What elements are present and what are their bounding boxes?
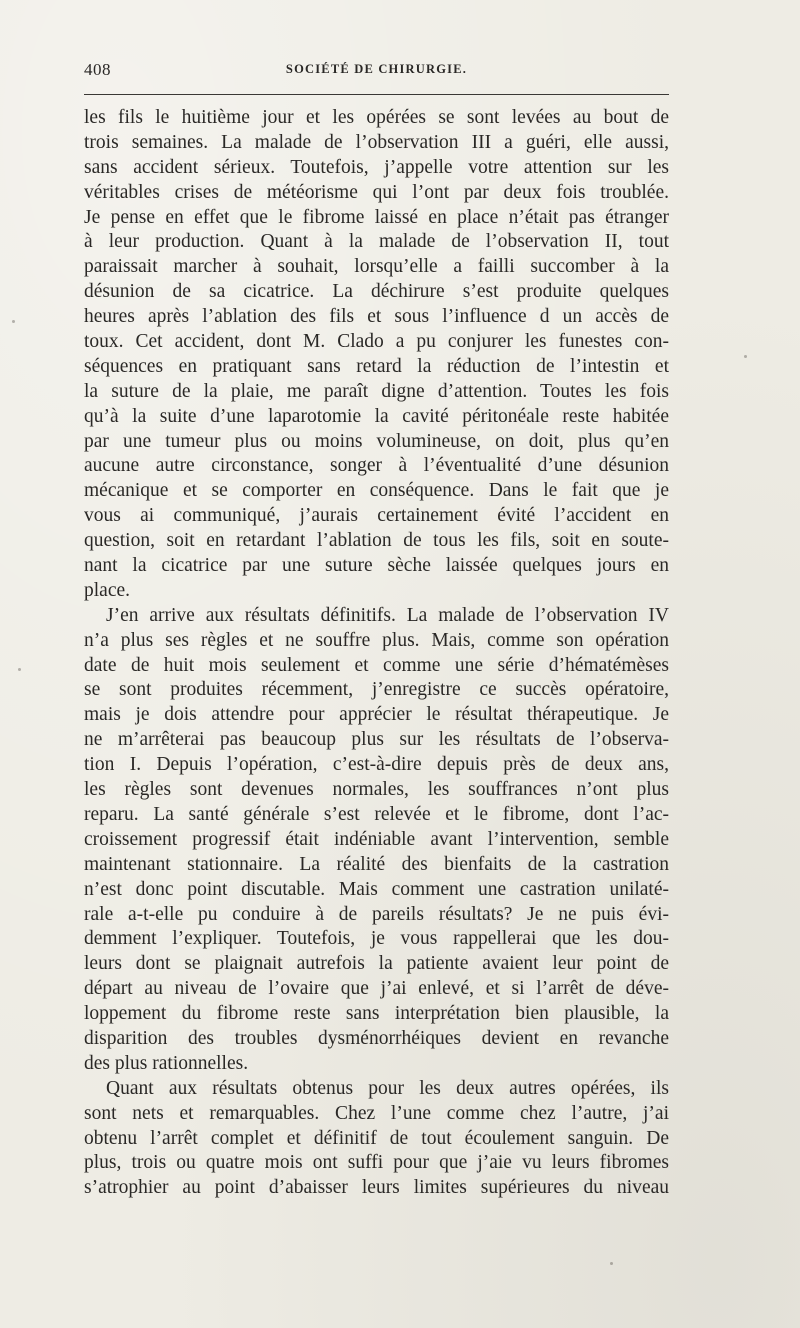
text-line: les fils le huitième jour et les opérées se sont levées au bout de — [84, 107, 669, 128]
paper-speck — [744, 355, 747, 358]
text-line: reparu. La santé générale s’est relevée et le fibrome, dont l’ac- — [84, 803, 669, 825]
text-line: croissement progressif était indéniable avant l’intervention, semble — [84, 828, 669, 850]
text-line: aucune autre circonstance, songer à l’éventualité d’une désunion — [84, 455, 669, 477]
text-line: heures après l’ablation des fils et sous l’influence d un accès de — [84, 306, 669, 328]
paper-speck — [12, 320, 15, 323]
text-line: tion I. Depuis l’opération, c’est-à-dire depuis près de deux ans, — [84, 754, 669, 776]
text-line: sans accident sérieux. Toutefois, j’appelle votre attention sur les — [84, 156, 669, 178]
text-line: obtenu l’arrêt complet et définitif de tout écoulement sanguin. De — [84, 1127, 669, 1149]
text-line: maintenant stationnaire. La réalité des bienfaits de la castration — [84, 853, 669, 875]
text-line: plus, trois ou quatre mois ont suffi pour que j’aie vu leurs fibromes — [84, 1152, 669, 1174]
page-header — [84, 60, 669, 86]
text-line: date de huit mois seulement et comme une série d’hématémèses — [84, 654, 669, 676]
text-line: vous ai communiqué, j’aurais certainement évité l’accident en — [84, 505, 669, 527]
text-line: loppement du fibrome reste sans interprétation bien plausible, la — [84, 1003, 669, 1025]
text-line: départ au niveau de l’ovaire que j’ai enlevé, et si l’arrêt de déve- — [84, 978, 669, 1000]
text-line: se sont produites récemment, j’enregistre ce succès opératoire, — [84, 679, 669, 701]
running-title: SOCIÉTÉ DE CHIRURGIE. — [285, 62, 468, 76]
page-number: 408 — [84, 60, 111, 79]
text-line: des plus rationnelles. — [84, 1052, 249, 1074]
text-line: leurs dont se plaignait autrefois la patiente avaient leur point de — [84, 953, 669, 975]
header-rule — [84, 94, 669, 95]
text-line: Quant aux résultats obtenus pour les deux autres opérées, ils — [106, 1077, 669, 1099]
text-line: nant la cicatrice par une suture sèche laissée quelques jours en — [84, 555, 669, 577]
text-line: véritables crises de météorisme qui l’ont par deux fois troublée. — [84, 181, 669, 203]
text-line: les règles sont devenues normales, les souffrances n’ont plus — [84, 779, 669, 801]
text-line: désunion de sa cicatrice. La déchirure s’est produite quelques — [84, 281, 669, 303]
paper-speck — [610, 1262, 613, 1265]
text-line: sont nets et remarquables. Chez l’une comme chez l’autre, j’ai — [84, 1102, 669, 1124]
text-line: toux. Cet accident, dont M. Clado a pu conjurer les funestes con- — [84, 331, 669, 353]
text-line: disparition des troubles dysménorrhéiques devient en revanche — [84, 1027, 669, 1049]
text-line: place. — [84, 579, 131, 601]
text-line: par une tumeur plus ou moins volumineuse, on doit, plus qu’en — [84, 430, 669, 452]
text-line: mais je dois attendre pour apprécier le résultat thérapeutique. Je — [84, 704, 669, 726]
text-line: la suture de la plaie, me paraît digne d’attention. Toutes les fois — [84, 380, 669, 402]
text-line: question, soit en retardant l’ablation de tous les fils, soit en soute- — [84, 530, 669, 552]
text-line: s’atrophier au point d’abaisser leurs limites supérieures du niveau — [84, 1177, 669, 1199]
text-line: J’en arrive aux résultats définitifs. La malade de l’observation IV — [106, 604, 669, 626]
text-line: n’a plus ses règles et ne souffre plus. Mais, comme son opération — [84, 629, 669, 651]
text-line: trois semaines. La malade de l’observation III a guéri, elle aussi, — [84, 131, 669, 153]
text-line: à leur production. Quant à la malade de l’observation II, tout — [84, 231, 669, 253]
text-line: rale a-t-elle pu conduire à de pareils résultats? Je ne puis évi- — [84, 903, 669, 925]
text-line: Je pense en effet que le fibrome laissé en place n’était pas étranger — [84, 206, 669, 228]
paper-speck — [18, 668, 21, 671]
text-line: paraissait marcher à souhait, lorsqu’elle a failli succomber à la — [84, 256, 669, 278]
body-text — [84, 106, 669, 1201]
text-line: n’est donc point discutable. Mais comment une castration unilaté- — [84, 878, 669, 900]
text-line: mécanique et se comporter en conséquence. Dans le fait que je — [84, 480, 669, 502]
text-line: qu’à la suite d’une laparotomie la cavité péritonéale reste habitée — [84, 405, 669, 427]
text-line: demment l’expliquer. Toutefois, je vous rappellerai que les dou- — [84, 928, 669, 950]
text-line: ne m’arrêterai pas beaucoup plus sur les résultats de l’observa- — [84, 729, 669, 751]
text-line: séquences en pratiquant sans retard la réduction de l’intestin et — [84, 355, 669, 377]
